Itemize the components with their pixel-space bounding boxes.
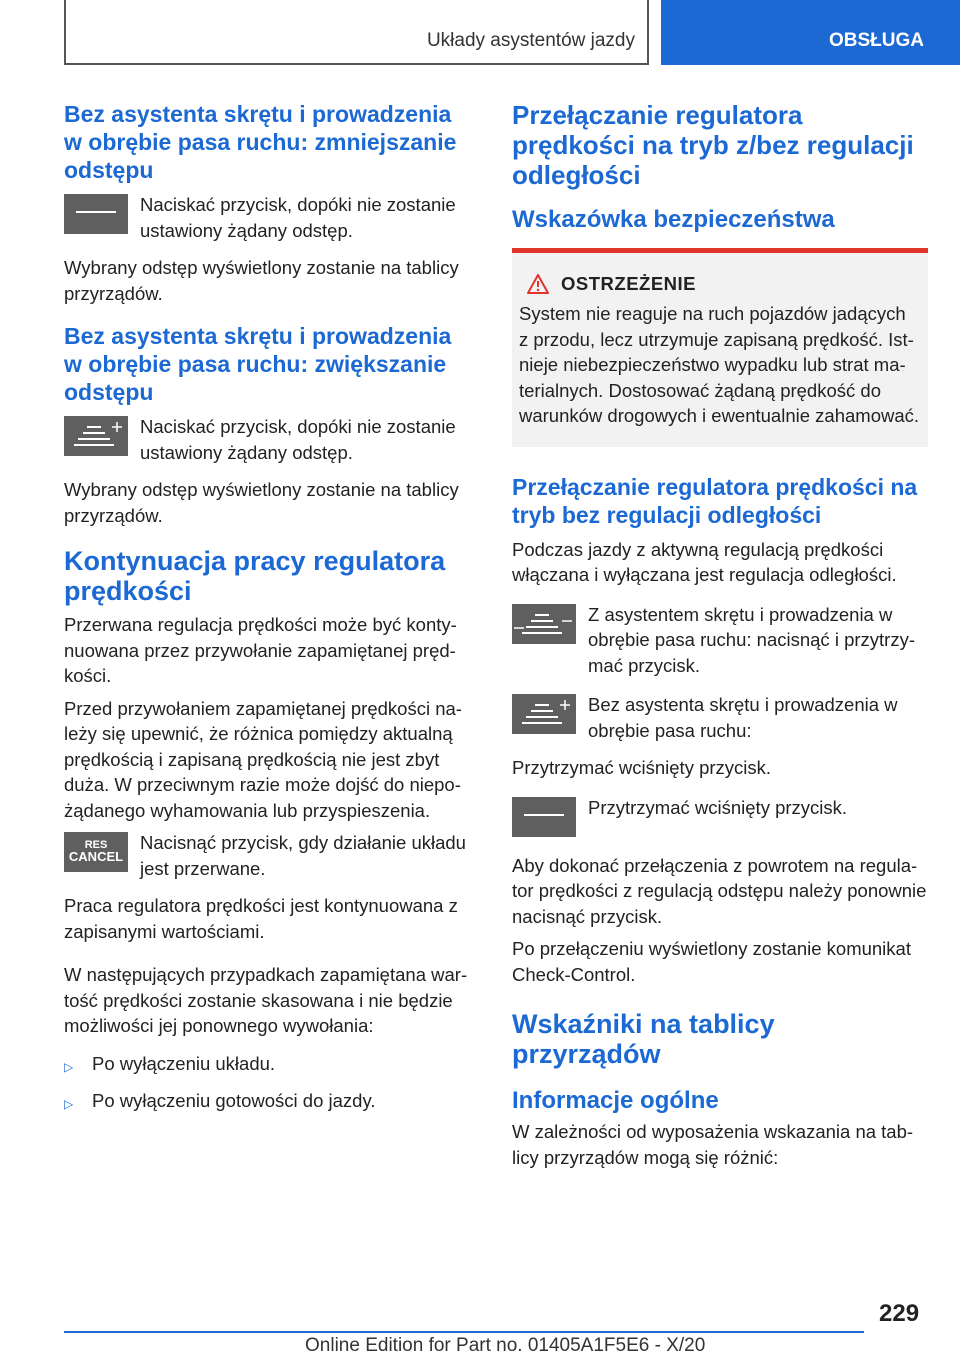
triangle-bullet-icon: ▷: [64, 1059, 74, 1074]
hold-button-row: [512, 795, 928, 841]
warning-triangle-icon: [527, 274, 549, 294]
warning-text: System nie reaguje na ruch pojazdów jadących z przodu, lecz utrzymuje zapisaną prędkość. Istnieje niebezpieczeństwo wypadku lub strat materialnych. Dostosować żądaną prędkość do warunków drogowych i ewentualnie zahamować.: [519, 303, 920, 426]
increase-distance-text: Naciskać przycisk, dopóki nie zostanie ustawiony żądany odstęp.: [140, 416, 456, 463]
cancel-label: CANCEL: [68, 849, 124, 864]
footer-edition: Online Edition for Part no. 01405A1F5E6 - X/20: [305, 1335, 706, 1356]
with-assist-text: Z asystentem skrętu i prowadzenia w obrębie pasa ruchu: nacisnąć i przytrzymać przycisk.: [588, 603, 915, 676]
without-assist-row: [512, 692, 928, 743]
hold-button-text-1: Przytrzymać wciśnięty przycisk.: [512, 757, 772, 778]
bullet-item: [64, 1051, 474, 1081]
right-column: [512, 100, 928, 1177]
res-cancel-button-icon: [64, 832, 128, 872]
increase-distance-row: [64, 414, 474, 465]
heading-safety-note: Wskazówka bezpieczeństwa: [512, 206, 835, 233]
bullet-item: [64, 1088, 474, 1118]
heading-switch-cruise-mode: Przełączanie regulatora prędkości na tryb z/bez regulacji odległości: [512, 100, 914, 190]
heading-continue-cruise: Kontynuacja pracy regulatora prędkości: [64, 546, 446, 606]
warning-title: OSTRZEŻENIE: [561, 273, 697, 294]
minus-plus-icon: [562, 616, 572, 626]
plus-icon: [560, 700, 570, 710]
header-title: Układy asystentów jazdy: [426, 30, 635, 51]
switch-back-paragraph: Aby dokonać przełączenia z powrotem na regulator prędkości z regulacją odstępu należy ponownie nacisnąć przycisk.: [512, 854, 927, 927]
distance-increase-button-icon: [64, 416, 128, 456]
hold-button-text-2: Przytrzymać wciśnięty przycisk.: [588, 796, 848, 818]
continue-paragraph-2: Przed przywołaniem zapamiętanej prędkości należy się upewnić, że różnica pomiędzy aktualną prędkością i zapisaną prędkością nie jest zbyt duża. W przeciwnym razie może dojść do niepożądanego wyhamowania lub przyspieszenia.: [64, 697, 462, 821]
heading-instrument-indicators: Wskaźniki na tablicy przyrządów: [512, 1009, 775, 1069]
with-assist-row: [512, 602, 928, 679]
triangle-bullet-icon: ▷: [64, 1097, 74, 1111]
decrease-distance-text: Naciskać przycisk, dopóki nie zostanie ustawiony żądany odstęp.: [140, 194, 456, 241]
decrease-distance-row: [64, 192, 474, 243]
bullet-text: Po wyłączeniu układu.: [92, 1052, 276, 1074]
check-control-paragraph: Po przełączeniu wyświetlony zostanie komunikat Check-Control.: [512, 938, 911, 985]
header-section-label: OBSŁUGA: [829, 30, 924, 51]
header-section-tab: [661, 0, 960, 65]
distance-decrease-button-icon: [512, 797, 576, 837]
warning-box: [512, 248, 928, 447]
bullet-text: Po wyłączeniu gotowości do jazdy.: [92, 1090, 376, 1111]
no-distance-paragraph: Podczas jazdy z aktywną regulacją prędkości włączana i wyłączana jest regulacja odległości.: [512, 538, 897, 585]
res-cancel-row: [64, 830, 474, 881]
distance-button-icon: [512, 694, 576, 734]
res-label: RES: [84, 839, 108, 851]
plus-icon: [112, 422, 122, 432]
footer-divider: [64, 1331, 864, 1333]
distance-decrease-button-icon: [64, 194, 128, 234]
page-number: 229: [879, 1300, 920, 1327]
increase-distance-info: Wybrany odstęp wyświetlony zostanie na tablicy przyrządów.: [64, 479, 459, 526]
warning-header: [527, 273, 920, 295]
res-cancel-text: Nacisnąć przycisk, gdy działanie układu jest przerwane.: [140, 832, 466, 879]
general-info-paragraph: W zależności od wyposażenia wskazania na tablicy przyrządów mogą się różnić:: [512, 1121, 914, 1168]
decrease-distance-info: Wybrany odstęp wyświetlony zostanie na tablicy przyrządów.: [64, 257, 459, 304]
heading-decrease-distance: Bez asystenta skrętu i prowadzenia w obrębie pasa ruchu: zmniejszanie odstępu: [64, 101, 457, 183]
heading-general-info: Informacje ogólne: [512, 1087, 719, 1114]
continue-paragraph-3: Praca regulatora prędkości jest kontynuowana z zapisanymi wartościami.: [64, 895, 458, 942]
heading-increase-distance: Bez asystenta skrętu i prowadzenia w obrębie pasa ruchu: zwiększanie odstępu: [64, 323, 452, 405]
distance-button-icon: [512, 604, 576, 644]
continue-paragraph-1: Przerwana regulacja prędkości może być kontynuowana przez przywołanie zapamiętanej prędkości.: [64, 614, 457, 686]
continue-paragraph-4: W następujących przypadkach zapamiętana wartość prędkości zostanie skasowana i nie będzie możliwości jej ponownego wywołania:: [64, 964, 468, 1036]
header-title-box: [64, 0, 649, 65]
without-assist-text: Bez asystenta skrętu i prowadzenia w obrębie pasa ruchu:: [588, 694, 898, 741]
heading-no-distance-mode: Przełączanie regulatora prędkości na tryb bez regulacji odległości: [512, 473, 918, 528]
minus-icon: [514, 626, 524, 630]
left-column: [64, 100, 474, 1125]
